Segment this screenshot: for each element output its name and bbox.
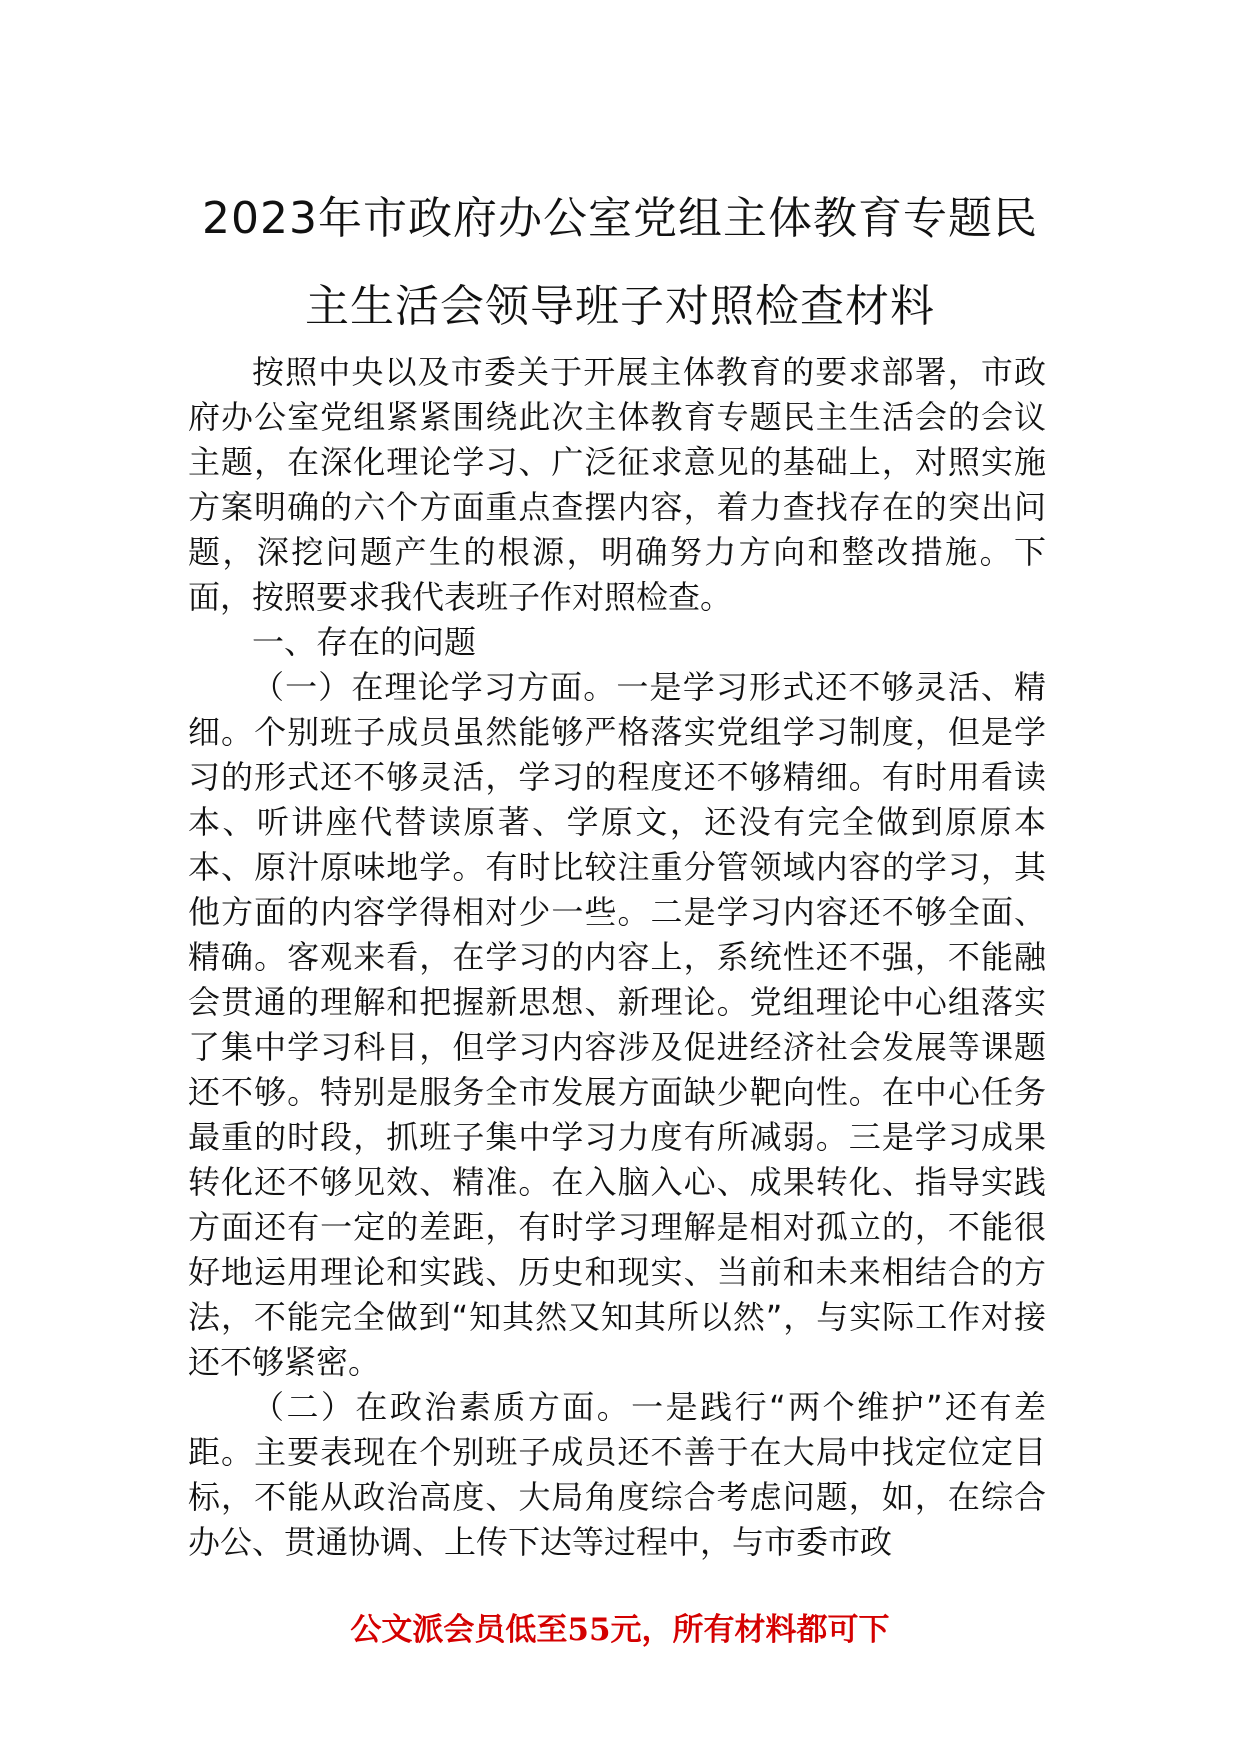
document-title-line-1: 2023年市政府办公室党组主体教育专题民 bbox=[202, 193, 1038, 244]
document-body bbox=[188, 350, 1046, 1565]
theory-study-paragraph: （一）在理论学习方面。一是学习形式还不够灵活、精细。个别班子成员虽然能够严格落实党组学习制度，但是学习的形式还不够灵活，学习的程度还不够精细。有时用看读本、听讲座代替读原著、学原文，还没有完全做到原原本本、原汁原味地学。有时比较注重分管领域内容的学习，其他方面的内容学得相对少一些。二是学习内容还不够全面、精确。客观来看，在学习的内容上，系统性还不强，不能融会贯通的理解和把握新思想、新理论。党组理论中心组落实了集中学习科目，但学习内容涉及促进经济社会发展等课题还不够。特别是服务全市发展方面缺少靶向性。在中心任务最重的时段，抓班子集中学习力度有所减弱。三是学习成果转化还不够见效、精准。在入脑入心、成果转化、指导实践方面还有一定的差距，有时学习理解是相对孤立的，不能很好地运用理论和实践、历史和现实、当前和未来相结合的方法，不能完全做到“知其然又知其所以然”，与实际工作对接还不够紧密。 bbox=[188, 668, 1046, 1381]
footer-promo-text: 公文派会员低至55元，所有材料都可下 bbox=[350, 1612, 890, 1648]
political-quality-paragraph: （二）在政治素质方面。一是践行“两个维护”还有差距。主要表现在个别班子成员还不善于在大局中找定位定目标，不能从政治高度、大局角度综合考虑问题，如，在综合办公、贯通协调、上传下达等过程中，与市委市政 bbox=[188, 1388, 1046, 1561]
document-title-line-2: 主生活会领导班子对照检查材料 bbox=[305, 281, 935, 332]
section-heading-problems: 一、存在的问题 bbox=[252, 623, 477, 661]
intro-paragraph: 按照中央以及市委关于开展主体教育的要求部署，市政府办公室党组紧紧围绕此次主体教育专题民主生活会的会议主题，在深化理论学习、广泛征求意见的基础上，对照实施方案明确的六个方面重点查摆内容，着力查找存在的突出问题，深挖问题产生的根源，明确努力方向和整改措施。下面，按照要求我代表班子作对照检查。 bbox=[188, 353, 1046, 616]
